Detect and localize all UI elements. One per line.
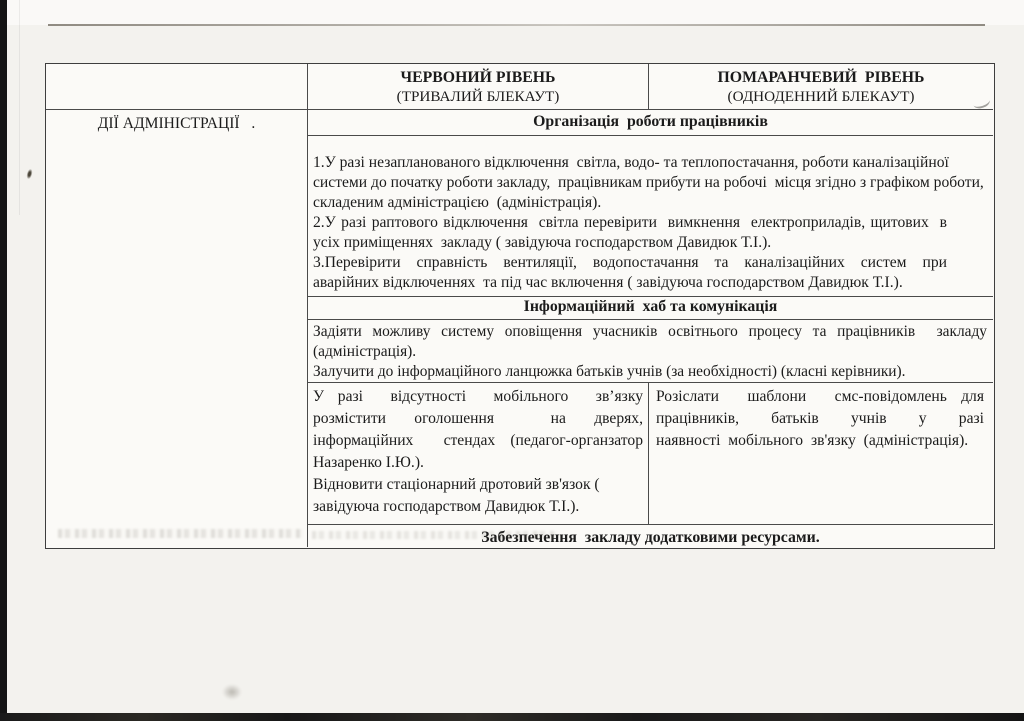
header-cell-empty xyxy=(46,64,308,110)
orange-level-subtitle: (ОДНОДЕННИЙ БЛЕКАУТ) xyxy=(727,88,915,105)
sms-templates-para: Розіслати шаблони смс-повідомлень для працівників, батьків учнів у разі наявності мобільного зв'язку (адміністрація). xyxy=(656,388,992,449)
action-item-1: 1.У разі незапланованого відключення світла, водо- та теплопостачання, роботи каналізаційної системи до початку роботи закладу, працівникам прибути на робочі місця згідно з графіком роботи, складеним адміністрацією (адміністрація). xyxy=(313,154,988,211)
no-mobile-para-2: Відновити стаціонарний дротовий зв'язок ( завідуюча господарством Давидюк Т.І.). xyxy=(313,476,604,515)
scan-edge-left xyxy=(0,0,7,721)
red-level-subtitle: (ТРИВАЛИЙ БЛЕКАУТ) xyxy=(396,88,560,105)
paper-crease xyxy=(19,0,20,215)
section-band-information-hub: Інформаційний хаб та комунікація xyxy=(308,297,993,320)
sms-templates-cell xyxy=(649,383,993,525)
header-cell-orange-level xyxy=(649,64,993,110)
administration-actions-label: ДІЇ АДМІНІСТРАЦІЇ . xyxy=(97,115,256,132)
no-mobile-connection-cell xyxy=(308,383,649,525)
no-mobile-para-1: У разі відсутності мобільного зв’язку розмістити оголошення на дверях, інформаційних стендах (педагог-органзатор Назаренко І.Ю.). xyxy=(313,388,647,471)
information-actions-cell xyxy=(308,320,993,383)
bleed-through-text-smudge xyxy=(312,531,557,539)
orange-level-title: ПОМАРАНЧЕВИЙ РІВЕНЬ xyxy=(717,69,925,86)
action-item-3: 3.Перевірити справність вентиляції, водопостачання та каналізаційних систем при аварійних відключеннях та під час включення ( завідуюча господарством Давидюк Т.І.). xyxy=(313,254,951,291)
row-label-cell xyxy=(46,110,308,547)
scan-edge-bottom xyxy=(0,713,1024,721)
ink-smudge xyxy=(222,684,242,700)
section-band-work-organization: Організація роботи працівників xyxy=(308,110,993,136)
ink-speck xyxy=(26,169,33,180)
action-item-2: 2.У разі раптового відключення світла перевірити вимкнення електроприладів, щитових в усіх приміщеннях закладу ( завідуюча господарством Давидюк Т.І.). xyxy=(313,214,955,251)
section-band-additional-resources: Забезпечення закладу додатковими ресурсами. xyxy=(481,529,820,546)
numbered-actions-cell xyxy=(308,136,993,297)
page-top-area xyxy=(7,0,1024,25)
info-action-1: Задіяти можливу систему оповіщення учасників освітнього процесу та працівників закладу (адміністрація). xyxy=(313,323,991,360)
bleed-through-text-smudge xyxy=(58,529,303,538)
info-action-2: Залучити до інформаційного ланцюжка батьків учнів (за необхідності) (класні керівники). xyxy=(313,363,906,380)
red-level-title: ЧЕРВОНИЙ РІВЕНЬ xyxy=(400,69,556,86)
scan-fold-line xyxy=(48,24,985,26)
header-cell-red-level xyxy=(308,64,649,110)
blackout-actions-table xyxy=(45,63,995,549)
